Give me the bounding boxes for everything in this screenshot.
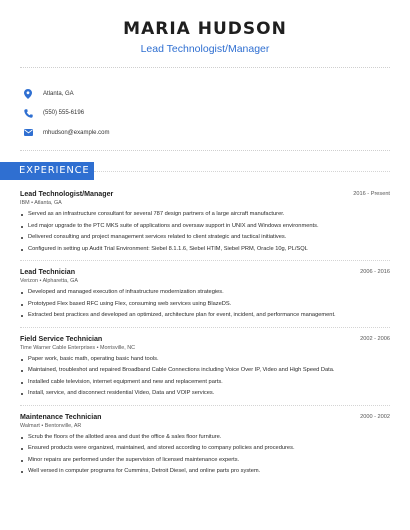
job-divider (20, 405, 390, 406)
job-company: IBM (20, 200, 30, 206)
candidate-name: MARIA HUDSON (123, 19, 287, 39)
resume-header (0, 0, 410, 55)
contact-email (22, 123, 109, 143)
job-divider (20, 260, 390, 261)
email-icon (22, 127, 34, 139)
contact-divider (20, 150, 390, 151)
job-bullet: Led major upgrade to the PTC MKS suite of applications and oversaw support in UNIX and Windows environments. (20, 221, 390, 233)
job-title: Field Service Technician (20, 334, 103, 343)
job-location: Morrisville, NC (99, 344, 136, 351)
section-heading-rule (94, 171, 390, 172)
job-dates: 2006 - 2016 (360, 269, 390, 275)
job-company: Walmart (20, 422, 40, 429)
job-entry (20, 267, 390, 322)
job-title: Maintenance Technician (20, 412, 102, 421)
job-entry (20, 412, 390, 478)
job-company: Time Warner Cable Enterprises (20, 344, 96, 351)
job-bullet: Install, service, and disconnect residential Video, Data and VOIP services. (20, 388, 390, 400)
job-location: Alpharetta, GA (42, 278, 78, 284)
job-bullet: Minor repairs are performed under the supervision of licensed maintenance experts. (20, 455, 390, 467)
section-heading-experience: EXPERIENCE (0, 162, 94, 180)
job-bullets (20, 354, 390, 400)
job-company: Verizon (20, 278, 38, 284)
job-company-line: Verizon • Alpharetta, GA (20, 278, 78, 284)
job-entry (20, 334, 390, 400)
experience-list (20, 189, 390, 478)
job-bullet: Scrub the floors of the allotted area and dust the office & sales floor furniture. (20, 432, 390, 444)
job-bullets (20, 432, 390, 478)
job-company-line: IBM • Atlanta, GA (20, 200, 62, 206)
job-bullet: Served as an infrastructure consultant for several 787 design partners of a large aircraft manufacturer. (20, 209, 390, 221)
job-bullet: Installed cable television, internet equipment and new and replacement parts. (20, 377, 390, 389)
job-title: Lead Technician (20, 268, 76, 276)
contact-list (22, 84, 109, 143)
job-location: Atlanta, GA (34, 200, 62, 206)
job-title: Lead Technologist/Manager (20, 190, 114, 198)
job-company-line: Walmart • Bentonville, AR (20, 422, 82, 429)
contact-location-text: Atlanta, GA (43, 90, 74, 97)
phone-icon (22, 107, 34, 119)
job-bullets (20, 287, 390, 322)
job-entry (20, 189, 390, 255)
job-dates: 2016 - Present (353, 191, 390, 197)
contact-phone (22, 104, 109, 124)
location-pin-icon (22, 88, 34, 100)
job-location: Bentonville, AR (44, 422, 82, 429)
header-divider (20, 67, 390, 68)
job-dates: 2002 - 2006 (360, 335, 390, 342)
job-bullet: Extracted best practices and developed an optimized, architecture plan for event, incident, and performance management. (20, 310, 390, 322)
job-bullet: Maintained, troubleshot and repaired Broadband Cable Connections including Voice Over IP, Video and High Speed Data. (20, 365, 390, 377)
job-bullet: Developed and managed execution of infrastructure modernization strategies. (20, 287, 390, 299)
job-bullet: Paper work, basic math, operating basic hand tools. (20, 354, 390, 366)
contact-email-text: mhudson@example.com (43, 129, 110, 136)
job-bullets (20, 209, 390, 255)
job-bullet: Ensured products were organized, maintained, and stored according to company policies and procedures. (20, 443, 390, 455)
job-bullet: Prototyped Flex based RFC using Flex, consuming web services using BlazeDS. (20, 299, 390, 311)
contact-location (22, 84, 109, 104)
job-bullet: Configured in setting up Audit Trial Environment: Siebel 8.1.1.6, Siebel HTIM, Siebel PRM, Oracle 10g, PL/SQL (20, 244, 390, 256)
job-dates: 2000 - 2002 (360, 413, 390, 420)
contact-phone-text: (550) 555-6196 (43, 110, 85, 117)
job-divider (20, 327, 390, 328)
candidate-title: Lead Technologist/Manager (140, 43, 270, 55)
job-bullet: Delivered consulting and project management services related to client strategic and tactical initiatives. (20, 232, 390, 244)
job-bullet: Well versed in computer programs for Cummins, Detroit Diesel, and online parts pro system. (20, 466, 390, 478)
job-company-line: Time Warner Cable Enterprises • Morrisville, NC (20, 344, 136, 351)
